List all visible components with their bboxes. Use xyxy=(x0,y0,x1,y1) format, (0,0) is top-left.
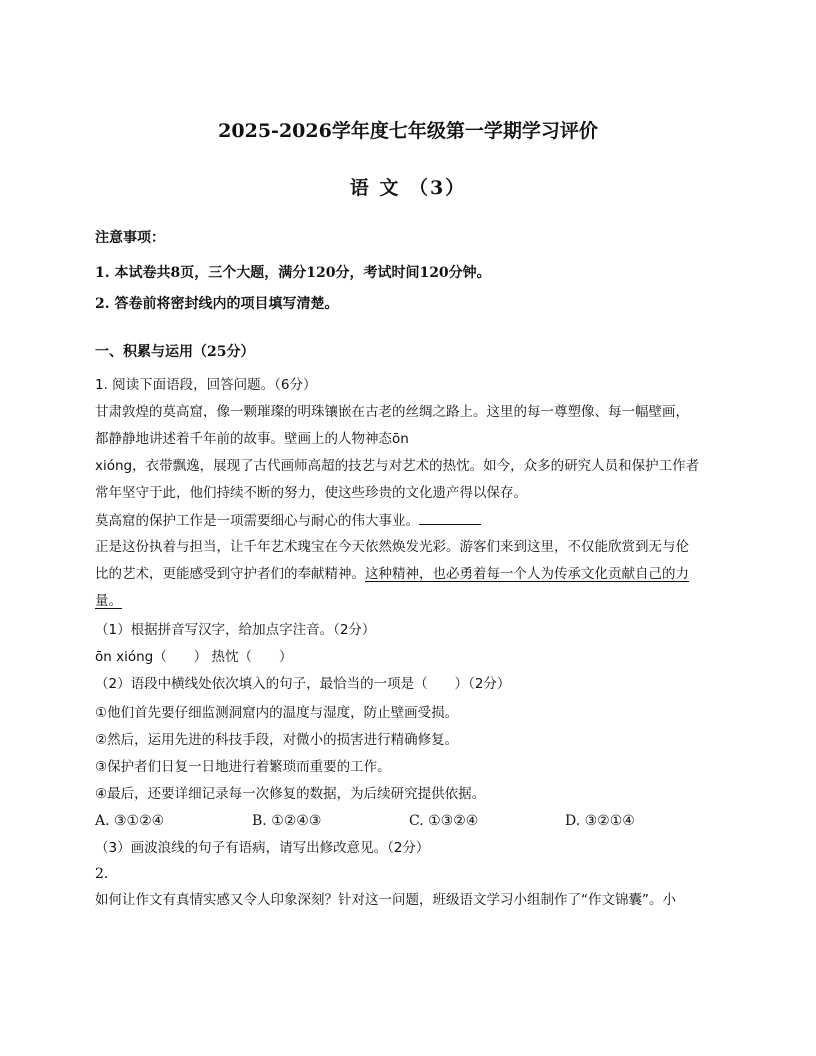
sentence-1: ①他们首先要仔细监测洞窟内的温度与湿度，防止壁画受损。 xyxy=(95,705,459,721)
section-heading: 一、积累与运用（25分） xyxy=(95,344,255,360)
passage-line-4: 常年坚守于此，他们持续不断的努力，使这些珍贵的文化遗产得以保存。 xyxy=(95,485,527,501)
passage-line-7-text: 比的艺术，更能感受到守护者们的奉献精神。 xyxy=(95,566,365,582)
passage-line-5-text: 莫高窟的保护工作是一项需要细心与耐心的伟大事业。 xyxy=(95,513,419,529)
passage-line-1: 甘肃敦煌的莫高窟，像一颗璀璨的明珠镶嵌在古老的丝绸之路上。这里的每一尊塑像、每一幅壁画， xyxy=(95,404,689,420)
subquestion-2: （2）语段中横线处依次填入的句子，最恰当的一项是（ ）（2分） xyxy=(95,676,511,692)
notice-item-1: 1. 本试卷共8页，三个大题，满分120分，考试时间120分钟。 xyxy=(95,265,491,281)
passage-line-6: 正是这份执着与担当，让千年艺术瑰宝在今天依然焕发光彩。游客们来到这里，不仅能欣赏到无与伦 xyxy=(95,539,689,555)
sentence-3: ③保护者们日复一日地进行着繁琐而重要的工作。 xyxy=(95,759,391,775)
passage-line-2: 都静静地讲述着千年前的故事。壁画上的人物神态ōn xyxy=(95,431,409,447)
notice-heading: 注意事项： xyxy=(95,230,165,246)
question-2-stem: 如何让作文有真情实感又令人印象深刻？针对这一问题，班级语文学习小组制作了“作文锦囊”。小 xyxy=(95,892,676,908)
subquestion-1-answer-line: ōn xióng（ ） 热忱（ ） xyxy=(95,649,293,665)
notice-item-2: 2. 答卷前将密封线内的项目填写清楚。 xyxy=(95,296,339,312)
passage-line-5 xyxy=(95,510,481,531)
fill-blank xyxy=(419,510,481,525)
option-a: A. ③①②④ xyxy=(95,813,165,829)
passage-line-8 xyxy=(95,591,122,611)
exam-title: 2025-2026学年度七年级第一学期学习评价 xyxy=(218,120,598,142)
passage-line-3: xióng，衣带飘逸，展现了古代画师高超的技艺与对艺术的热忱。如今，众多的研究人员和保护工作者 xyxy=(95,458,700,474)
wavy-underlined-sentence-end: 量。 xyxy=(95,593,122,609)
wavy-underlined-sentence: 这种精神，也必勇着每一个人为传承文化贡献自己的力 xyxy=(365,566,689,582)
exam-subject: 语 文 （3） xyxy=(349,177,467,199)
subquestion-1: （1）根据拼音写汉字，给加点字注音。（2分） xyxy=(95,622,376,638)
question-1-stem: 1. 阅读下面语段，回答问题。（6分） xyxy=(95,377,317,393)
question-2-number: 2. xyxy=(95,866,109,882)
option-d: D. ③②①④ xyxy=(565,813,635,829)
sentence-2: ②然后，运用先进的科技手段，对微小的损害进行精确修复。 xyxy=(95,732,459,748)
passage-line-7 xyxy=(95,564,689,584)
sentence-4: ④最后，还要详细记录每一次修复的数据，为后续研究提供依据。 xyxy=(95,786,486,802)
option-c: C. ①③②④ xyxy=(409,813,479,829)
option-b: B. ①②④③ xyxy=(252,813,322,829)
subquestion-3: （3）画波浪线的句子有语病，请写出修改意见。（2分） xyxy=(95,840,430,856)
